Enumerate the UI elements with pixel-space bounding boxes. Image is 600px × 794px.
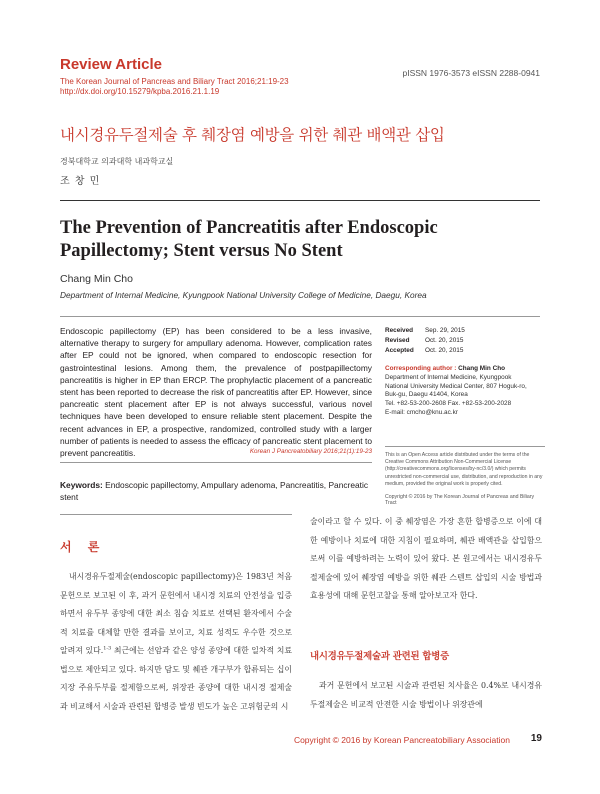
received-date: Sep. 29, 2015 [425, 327, 465, 334]
english-title: The Prevention of Pancreatitis after Endoscopic Papillectomy; Stent versus No Stent [60, 218, 438, 261]
abstract-top-rule [60, 316, 540, 317]
abstract-bottom-rule [60, 462, 372, 463]
corresponding-author-heading [385, 365, 545, 374]
corr-line-2: National University Medical Center, 807 Hoguk-ro, [385, 382, 527, 390]
body-top-rule [60, 514, 292, 515]
revised-date: Oct. 20, 2015 [425, 337, 464, 344]
corr-email[interactable]: E-mail: cmcho@knu.ac.kr [385, 408, 458, 416]
intro-col1-part-a: 내시경유두절제술(endoscopic papillectomy)은 1983년 처음 문헌으로 보고된 이 후, 과거 문헌에서 내시경 치료의 안전성을 입증하면서 유두부 종양에 대한 최소 침습 치료로 선택된 환자에서 수술적 치료를 대체할 만한 결과를 보이고, 치료 성적도 우수한 것으로 알려져 있다. [60, 572, 292, 655]
open-access-license: This is an Open Access article distributed under the terms of the Creative Commons Attribution Non-Commercial License (http://creativecommons.org/licenses/by-nc/3.0/) which permits unrestricted non-commercial use, distribution, and reproduction in any medium, provided the original work is properly cited. [385, 452, 543, 487]
footer-copyright: Copyright © 2016 by Korean Pancreatobiliary Association [293, 735, 510, 745]
keywords [60, 479, 372, 503]
corresponding-author-label: Corresponding author : [385, 365, 457, 372]
page-number: 19 [530, 733, 542, 744]
intro-column-2: 술이라고 할 수 있다. 이 중 췌장염은 가장 흔한 합병증으로 이에 대한 예방이나 치료에 대한 지침이 필요하며, 췌관 배액관을 삽입함으로써 이를 예방하려는 노력이 있어 왔다. 본 원고에서는 내시경유두절제술에 있어 췌장염 예방을 위한 췌관 스텐트 삽입의 시술 방법과 효용성에 대해 문헌고찰을 통해 알아보고자 한다. [310, 517, 542, 600]
korean-author: 조 창 민 [60, 176, 101, 187]
article-dates [385, 326, 545, 356]
keywords-value: Endoscopic papillectomy, Ampullary adenoma, Pancreatitis, Pancreatic stent [60, 480, 369, 502]
article-type-label: Review Article [60, 56, 162, 73]
corr-line-1: Department of Internal Medicine, Kyungpook [385, 373, 512, 381]
accepted-label: Accepted [385, 347, 414, 354]
received-label: Received [385, 327, 414, 334]
corr-line-3: Buk-gu, Daegu 41404, Korea [385, 391, 468, 399]
abstract-text: Endoscopic papillectomy (EP) has been considered to be a less invasive, alternative therapy to surgery for ampullary adenoma. However, complication rates after EP could not be ignored, when compared to endoscopic resection for gastrointestinal lesions. Among them, the prevalence of postpapillectomy pancreatitis is higher in EP than ERCP. The prophylactic placement of a pancreatic stent has been reported to decrease the risk of pancreatitis after EP. However, since pancreatic stent placement after EP is not always successful, various novel techniques have been developed to ensure reliable stent placement. Despite the recent advances in EP, a prospective, randomized, controlled study with a larger number of patients is needed to assess the efficacy of pancreatic stent placement to prevent pancreatitis. [60, 326, 372, 459]
abstract-citation: Korean J Pancreatobiliary 2016;21(1):19-23 [249, 448, 372, 455]
section-title-introduction: 서 론 [60, 540, 106, 554]
korean-affiliation: 경북대학교 의과대학 내과학교실 [60, 157, 174, 166]
korean-title: 내시경유두절제술 후 췌장염 예방을 위한 췌관 배액관 삽입 [60, 126, 445, 144]
keywords-label: Keywords: [60, 480, 103, 490]
license-rule [385, 446, 545, 447]
revised-label: Revised [385, 337, 410, 344]
issn-info: pISSN 1976-3573 eISSN 2288-0941 [402, 68, 540, 78]
subsection-title-complications: 내시경유두절제술과 관련된 합병증 [310, 651, 449, 662]
corr-line-4: Tel. +82-53-200-2608 Fax. +82-53-200-2028 [385, 400, 512, 408]
journal-citation: The Korean Journal of Pancreas and Biliary Tract 2016;21:19-23 [60, 77, 289, 86]
title-divider [60, 200, 540, 201]
intro-col1-part-b: 최근에는 선암과 같은 양성 종양에 대한 일차적 치료법으로 제안되고 있다. 하지만 담도 및 췌관 개구부가 합류되는 십이지장 주유두부를 절제함으로써, 위장관 종양에 대한 내시경 절제술과 비교해서 시술과 관련된 합병증 발생 빈도가 높은 고위험군의 시 [60, 646, 292, 711]
license-copyright: Copyright © 2016 by The Korean Journal of Pancreas and Biliary Tract [385, 494, 535, 506]
corresponding-author-block [385, 365, 545, 418]
intro-column-1 [60, 568, 292, 716]
complications-column-2 [310, 677, 542, 714]
accepted-date: Oct. 20, 2015 [425, 347, 464, 354]
doi-link[interactable]: http://dx.doi.org/10.15279/kpba.2016.21.1.19 [60, 87, 220, 96]
intro-reference: 1-3 [103, 645, 112, 652]
corresponding-author-name: Chang Min Cho [458, 365, 505, 372]
complications-text: 과거 문헌에서 보고된 시술과 관련된 치사율은 0.4%로 내시경유두절제술은 비교적 안전한 시술 방법이나 위장관에 [310, 681, 542, 709]
english-author: Chang Min Cho [60, 273, 133, 285]
english-affiliation: Department of Internal Medicine, Kyungpook National University College of Medicine, Daegu, Korea [60, 290, 427, 300]
